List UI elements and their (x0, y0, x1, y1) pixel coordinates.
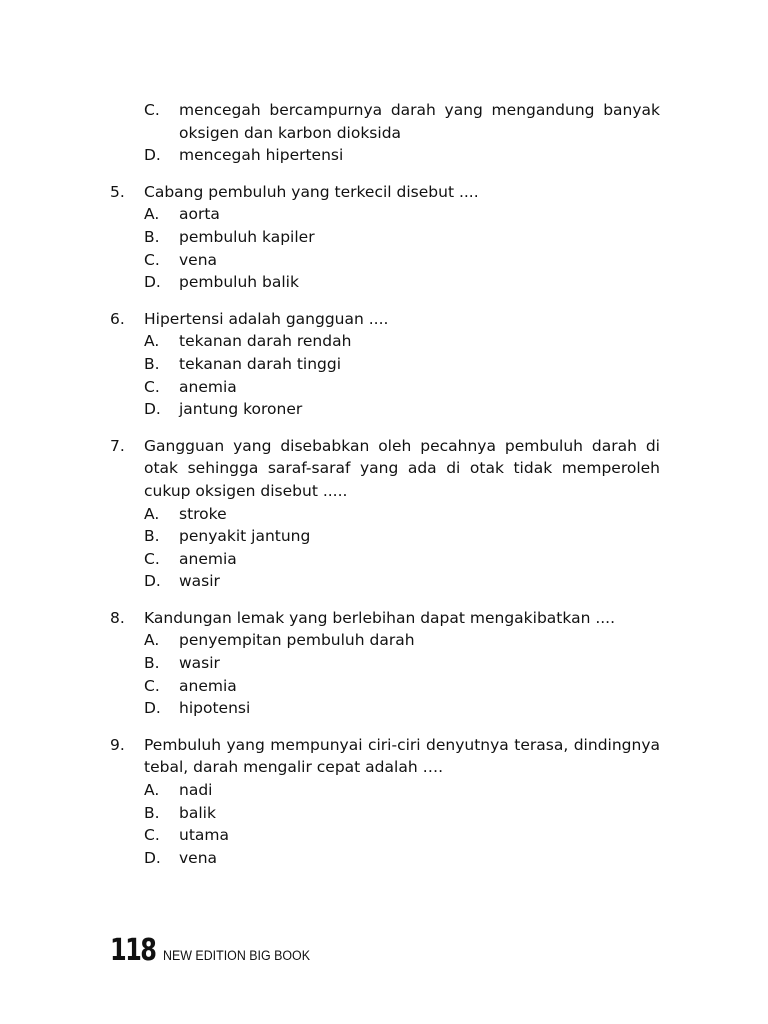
page-footer (110, 933, 323, 968)
question-number: 9. (110, 735, 125, 754)
question-item (110, 181, 660, 294)
question-number: 8. (110, 608, 125, 627)
option-letter: C. (144, 101, 160, 119)
option-letter: C. (144, 549, 160, 568)
option-text: anemia (179, 676, 237, 695)
question-item (110, 607, 660, 720)
option-letter: D. (144, 273, 161, 292)
option-text: vena (179, 848, 218, 867)
option-item (110, 847, 660, 870)
option-item (110, 144, 660, 167)
question-text: Gangguan yang disebabkan oleh pecahnya pembuluh darah di otak sehingga saraf-saraf yang ada di otak tidak memperoleh cukup oksigen disebut ..... (144, 436, 660, 500)
option-text: pembuluh kapiler (179, 227, 315, 246)
option-item (110, 675, 660, 698)
option-letter: B. (144, 803, 160, 822)
option-item (110, 203, 660, 226)
option-letter: D. (144, 146, 161, 165)
question-item (110, 308, 660, 421)
question-number: 5. (110, 182, 125, 201)
option-text: tekanan darah rendah (179, 332, 352, 351)
book-title: NEW EDITION BIG BOOK (163, 948, 310, 963)
option-item (110, 548, 660, 571)
option-text: mencegah hipertensi (179, 146, 344, 165)
option-letter: D. (144, 572, 161, 591)
option-item (110, 629, 660, 652)
option-item (110, 249, 660, 272)
option-item (110, 570, 660, 593)
option-text: pembuluh balik (179, 273, 299, 292)
option-letter: D. (144, 400, 161, 419)
option-text: hipotensi (179, 699, 251, 718)
question-text: Kandungan lemak yang berlebihan dapat mengakibatkan .... (144, 608, 616, 627)
option-text: anemia (179, 377, 237, 396)
option-text: penyempitan pembuluh darah (179, 631, 415, 650)
question-number: 6. (110, 309, 125, 328)
option-item (110, 376, 660, 399)
page-number: 118 (110, 933, 156, 968)
option-letter: B. (144, 654, 160, 673)
option-item (110, 802, 660, 825)
option-letter: A. (144, 332, 160, 351)
option-item (110, 353, 660, 376)
option-text: wasir (179, 654, 220, 673)
option-item (110, 652, 660, 675)
option-letter: A. (144, 781, 160, 800)
option-letter: C. (144, 676, 160, 695)
option-text: anemia (179, 549, 237, 568)
question-list (110, 99, 660, 869)
questions (110, 181, 660, 870)
question-number: 7. (110, 436, 125, 455)
option-item (110, 503, 660, 526)
option-letter: B. (144, 354, 160, 373)
option-letter: B. (144, 227, 160, 246)
option-letter: C. (144, 377, 160, 396)
carryover-options (110, 99, 660, 167)
option-text: mencegah bercampurnya darah yang mengandung banyak oksigen dan karbon dioksida (179, 101, 660, 142)
option-item (110, 525, 660, 548)
option-text: jantung koroner (179, 400, 303, 419)
option-item (110, 330, 660, 353)
option-item (110, 824, 660, 847)
option-item (110, 398, 660, 421)
option-item (110, 779, 660, 802)
option-item (110, 226, 660, 249)
option-letter: A. (144, 205, 160, 224)
option-text: nadi (179, 781, 213, 800)
option-item (110, 271, 660, 294)
option-text: stroke (179, 504, 227, 523)
option-letter: C. (144, 250, 160, 269)
option-text: vena (179, 250, 218, 269)
option-text: wasir (179, 572, 220, 591)
option-text: penyakit jantung (179, 527, 311, 546)
option-letter: D. (144, 848, 161, 867)
question-text: Pembuluh yang mempunyai ciri-ciri denyutnya terasa, dindingnya tebal, darah mengalir cepat adalah …. (144, 735, 660, 777)
option-text: tekanan darah tinggi (179, 354, 342, 373)
option-letter: A. (144, 631, 160, 650)
option-item (110, 99, 660, 144)
question-item (110, 435, 660, 593)
question-item (110, 734, 660, 870)
option-letter: A. (144, 504, 160, 523)
option-text: balik (179, 803, 216, 822)
option-text: aorta (179, 205, 220, 224)
question-text: Hipertensi adalah gangguan .... (144, 309, 389, 328)
option-letter: D. (144, 699, 161, 718)
option-item (110, 697, 660, 720)
option-letter: B. (144, 527, 160, 546)
question-text: Cabang pembuluh yang terkecil disebut .... (144, 182, 479, 201)
option-text: utama (179, 826, 229, 845)
option-letter: C. (144, 826, 160, 845)
